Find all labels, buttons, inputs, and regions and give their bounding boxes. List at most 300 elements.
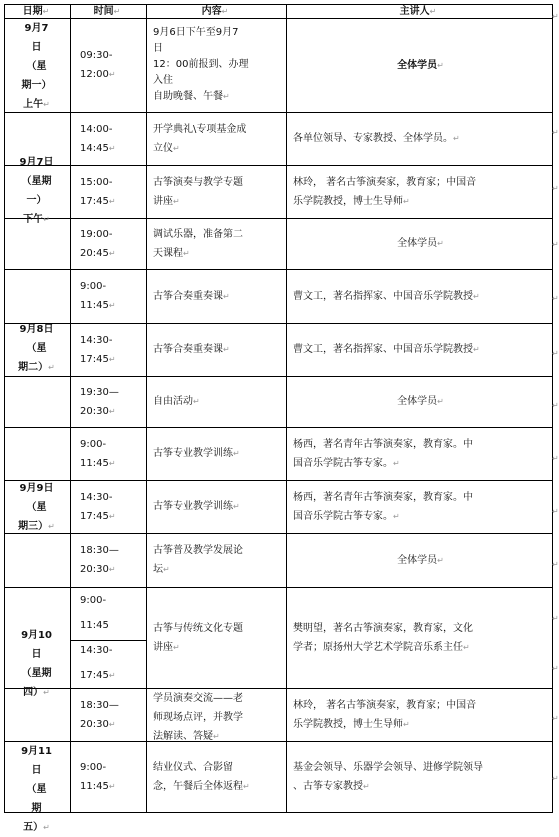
time-cell [80,331,142,369]
content-cell-line [153,192,282,211]
row-end-mark: ↵ [552,12,559,21]
day-label [7,153,66,229]
paragraph-mark: ↵ [221,7,229,16]
time-cell-line [80,541,142,560]
paragraph-mark: ↵ [223,92,230,101]
speaker-cell-line [293,56,548,75]
header-date [6,5,66,18]
day-label-text: 上午 [23,99,44,110]
paragraph-mark: ↵ [43,214,50,224]
time-cell [80,758,142,796]
time-cell [80,383,142,421]
content-cell-text: 师现场点评，并教学 [153,712,243,723]
table-rule [4,18,553,19]
speaker-cell-text: 全体学员 [397,554,438,566]
time-cell-line [80,173,142,192]
paragraph-mark: ↵ [173,143,180,153]
content-cell-line [153,340,282,359]
paragraph-mark: ↵ [108,565,116,574]
time-cell-line [80,454,142,473]
day-label-line [7,19,66,38]
speaker-cell-line [293,454,548,473]
speaker-cell-text: 全体学员 [397,59,438,71]
paragraph-mark: ↵ [48,362,55,372]
speaker-cell-text: 学者；原扬州大学艺术学院音乐系主任 [293,641,463,653]
day-label-line [7,191,66,210]
row-end-mark: ↵ [552,774,559,783]
time-cell-line [80,758,142,777]
paragraph-mark: ↵ [43,823,50,832]
time-cell-line [80,277,142,296]
content-cell-line [153,560,282,579]
day-label-line [7,818,66,837]
table-rule [4,112,553,113]
row-end-mark: ↵ [552,184,559,193]
time-cell [80,588,142,688]
day-label-line [7,76,66,95]
content-cell-text: 念，午餐后全体返程 [153,780,243,792]
speaker-cell [293,392,548,411]
day-label-text: （星 [26,342,47,354]
row-end-mark: ↵ [552,507,559,516]
day-label-line [7,57,66,76]
row-end-mark: ↵ [552,560,559,569]
day-label-text: 9月10 [21,630,52,641]
time-cell [80,435,142,473]
day-label-text: 9月8日 [19,323,54,335]
time-cell-text: 18:30— [80,699,119,711]
header-content-text: 内容 [201,6,222,17]
speaker-cell [293,129,548,148]
paragraph-mark: ↵ [437,555,444,565]
speaker-cell [293,287,548,306]
day-label-text: 五） [23,822,44,833]
time-cell-text: 9:00- [80,595,107,606]
paragraph-mark: ↵ [183,248,190,258]
day-label-text: （星期 [21,175,52,187]
row-end-mark: ↵ [552,614,559,623]
paragraph-mark: ↵ [108,143,116,153]
row-end-mark: ↵ [552,349,559,358]
speaker-cell-line [293,507,548,526]
day-label-line [7,761,66,780]
speaker-cell [293,758,548,796]
content-cell-text: 古筝专业教学训练 [153,448,233,459]
content-cell-text: 古筝与传统文化专题 [153,622,243,634]
time-cell-text: 17:45 [80,353,109,365]
content-cell-line [153,57,282,73]
day-label-line [7,683,66,702]
table-column-rule [286,4,287,813]
content-cell-text: 古筝合奏重奏课 [153,344,223,355]
content-cell-line [153,689,282,708]
time-cell-line [80,383,142,402]
header-time-line [72,5,142,18]
time-cell-text: 15:00- [80,176,113,188]
table-rule [4,427,553,428]
paragraph-mark: ↵ [437,397,444,406]
table-column-rule [4,4,5,813]
content-cell-line [153,727,282,746]
time-cell-line [80,638,142,663]
paragraph-mark: ↵ [43,688,50,697]
speaker-cell [293,435,548,473]
day-label-line [7,626,66,645]
time-cell-line [80,507,142,526]
header-speaker-text: 主讲人 [399,6,430,17]
time-cell-text: 20:30 [80,718,109,730]
speaker-cell-line [293,392,548,411]
content-cell-text: 古筝专业教学训练 [153,501,233,512]
content-cell [153,497,282,516]
paragraph-mark: ↵ [403,196,410,206]
day-label-text: 日 [31,765,42,776]
speaker-cell-line [293,551,548,570]
paragraph-mark: ↵ [233,449,240,458]
content-cell [153,340,282,359]
paragraph-mark: ↵ [403,719,410,729]
time-cell-text: 14:00- [80,123,113,135]
header-time [72,5,142,18]
day-label-line [7,799,66,818]
paragraph-mark: ↵ [437,239,444,248]
row-end-mark: ↵ [552,240,559,249]
content-cell-line [153,89,282,105]
content-cell-line [153,541,282,560]
paragraph-mark: ↵ [108,458,116,468]
speaker-cell-text: 全体学员 [397,396,438,407]
day-label-text: （星 [26,784,47,795]
speaker-cell [293,56,548,75]
day-label-text: （星 [26,61,47,72]
time-cell-line [80,613,142,638]
paragraph-mark: ↵ [393,458,400,468]
speaker-cell-text: 杨西，著名青年古筝演奏家，教育家。中 [293,491,473,503]
content-cell-text: 开学典礼\专项基金成 [153,123,247,135]
speaker-cell-text: 国音乐学院古筝专家。 [293,510,393,522]
day-label-text: 9月9日 [19,482,54,494]
paragraph-mark: ↵ [42,7,50,16]
content-cell-line [153,173,282,192]
day-label [7,742,66,837]
speaker-cell-line [293,619,548,638]
time-cell [80,46,142,84]
time-cell-line [80,350,142,369]
paragraph-mark: ↵ [108,671,116,680]
day-label [7,479,66,536]
paragraph-mark: ↵ [108,511,116,521]
speaker-cell-line [293,129,548,148]
content-cell-line [153,392,282,411]
speaker-cell-line [293,638,548,657]
speaker-cell [293,696,548,734]
day-label-line [7,320,66,339]
day-label-text: 一） [26,194,47,206]
content-cell-text: 自助晚餐、午餐 [153,91,223,102]
speaker-cell-text: 各单位领导、专家教授、全体学员。 [293,133,453,144]
content-cell-line [153,244,282,263]
day-label-line [7,498,66,517]
time-cell-text: 11:45 [80,300,109,311]
paragraph-mark: ↵ [108,719,116,729]
row-end-mark: ↵ [552,664,559,673]
paragraph-mark: ↵ [437,60,444,70]
day-label-text: 日 [31,649,42,660]
time-cell-text: 9:00- [80,438,107,450]
time-cell-text: 19:00- [80,228,113,240]
paragraph-mark: ↵ [108,70,116,79]
day-label-text: 9月7 [24,23,49,34]
content-cell-text: 9月6日下午至9月7 [153,27,239,38]
paragraph-mark: ↵ [363,781,370,791]
speaker-cell-line [293,340,548,359]
day-label-line [7,645,66,664]
paragraph-mark: ↵ [223,345,230,354]
paragraph-mark: ↵ [48,521,55,531]
paragraph-mark: ↵ [173,642,180,652]
speaker-cell-text: 曹文工，著名指挥家、中国音乐学院教授 [293,344,473,355]
header-date-text: 日期 [22,6,43,17]
paragraph-mark: ↵ [173,196,180,206]
speaker-cell [293,234,548,253]
speaker-cell [293,551,548,570]
day-label-text: 期一） [21,80,52,91]
content-cell-text: 结业仪式、合影留 [153,761,233,773]
content-cell-text: 入住 [153,75,173,86]
table-rule [4,812,553,813]
content-cell-text: 古筝普及教学发展论 [153,545,243,556]
content-cell-line [153,287,282,306]
table-rule [4,533,553,534]
speaker-cell-line [293,287,548,306]
content-cell [153,173,282,211]
content-cell-text: 调试乐器，准备第二 [153,228,243,240]
table-rule [4,269,553,270]
time-cell-line [80,777,142,796]
content-cell-text: 坛 [153,564,163,575]
content-cell-text: 天课程 [153,247,183,259]
speaker-cell-line [293,777,548,796]
time-cell-text: 14:30- [80,334,113,346]
day-label-text: 日 [31,42,42,53]
content-cell-line [153,25,282,41]
day-label-line [7,358,66,377]
content-cell-line [153,638,282,657]
time-cell-line [80,560,142,579]
speaker-cell [293,619,548,657]
time-cell-line [80,192,142,211]
speaker-cell-text: 乐学院教授，博士生导师 [293,195,403,207]
content-cell-line [153,120,282,139]
day-label-line [7,172,66,191]
time-cell-text: 19:30— [80,386,119,398]
content-cell [153,689,282,746]
day-label [7,320,66,377]
time-cell-text: 12:00 [80,69,109,80]
speaker-cell-line [293,696,548,715]
day-label-line [7,517,66,536]
content-cell-text: 讲座 [153,641,173,653]
speaker-cell-line [293,715,548,734]
row-end-mark: ↵ [552,294,559,303]
time-cell-text: 14:30- [80,645,113,656]
content-cell-text: 立仪 [153,142,173,154]
paragraph-mark: ↵ [108,781,116,791]
speaker-cell [293,340,548,359]
time-cell-text: 14:45 [80,142,109,154]
speaker-cell-text: 樊明望，著名古筝演奏家，教育家，文化 [293,622,473,634]
speaker-cell-line [293,758,548,777]
speaker-cell-text: 国音乐学院古筝专家。 [293,457,393,469]
table-rule [4,323,553,324]
content-cell [153,287,282,306]
speaker-cell-line [293,435,548,454]
day-label-text: 9月11 [21,746,52,757]
paragraph-mark: ↵ [193,397,200,406]
time-cell [80,120,142,158]
paragraph-mark: ↵ [108,301,116,310]
day-label-text: （星 [26,501,47,513]
time-cell [80,541,142,579]
paragraph-mark: ↵ [108,406,116,416]
day-label-text: 期三） [18,520,49,532]
content-cell [153,444,282,463]
speaker-cell-line [293,488,548,507]
time-cell [80,173,142,211]
paragraph-mark: ↵ [243,781,250,791]
speaker-cell-text: 全体学员 [397,238,438,249]
time-cell-text: 11:45 [80,457,109,469]
time-cell-line [80,588,142,613]
content-cell-text: 讲座 [153,195,173,207]
paragraph-mark: ↵ [223,291,230,301]
paragraph-mark: ↵ [213,732,220,741]
day-label-text: （星期 [21,668,52,679]
time-cell [80,488,142,526]
time-cell-line [80,139,142,158]
table-rule [4,480,553,481]
time-cell [80,225,142,263]
content-cell-line [153,41,282,57]
day-label-line [7,95,66,114]
table-rule [4,376,553,377]
content-cell [153,25,282,105]
time-cell [80,696,142,734]
time-cell-text: 17:45 [80,510,109,522]
table-rule [4,218,553,219]
paragraph-mark: ↵ [473,345,480,354]
content-cell-line [153,777,282,796]
time-cell-line [80,65,142,84]
content-cell [153,225,282,263]
paragraph-mark: ↵ [113,7,121,16]
paragraph-mark: ↵ [463,642,470,652]
content-cell-text: 古筝演奏与教学专题 [153,176,243,188]
speaker-cell-text: 、古筝专家教授 [293,780,363,792]
header-date-line [6,5,66,18]
speaker-cell [293,488,548,526]
speaker-cell-text: 林玲， 著名古筝演奏家，教育家；中国音 [293,699,477,711]
content-cell-line [153,708,282,727]
day-label-text: 下午 [23,213,44,225]
paragraph-mark: ↵ [108,248,116,258]
header-time-text: 时间 [93,6,114,17]
speaker-cell-text: 曹文工，著名指挥家、中国音乐学院教授 [293,290,473,302]
day-label-line [7,153,66,172]
content-cell-text: 12：00前报到、办理 [153,59,249,70]
speaker-cell-text: 基金会领导、乐器学会领导、进修学院领导 [293,761,483,773]
header-content-line [148,5,282,18]
paragraph-mark: ↵ [393,511,400,521]
speaker-cell-text: 杨西，著名青年古筝演奏家，教育家。中 [293,438,473,450]
content-cell-text: 学员演奏交流——老 [153,693,243,704]
content-cell [153,120,282,158]
time-cell-text: 20:30 [80,564,109,575]
content-cell-line [153,73,282,89]
time-cell-text: 20:45 [80,247,109,259]
day-label-text: 期二） [18,361,49,373]
time-cell-line [80,435,142,454]
day-label-line [7,479,66,498]
paragraph-mark: ↵ [163,565,170,574]
paragraph-mark: ↵ [453,134,460,143]
speaker-cell-line [293,173,548,192]
time-cell [80,277,142,315]
time-cell-line [80,331,142,350]
time-cell-line [80,715,142,734]
time-cell-text: 20:30 [80,405,109,417]
time-cell-text: 11:45 [80,620,109,631]
time-cell-line [80,402,142,421]
day-label-line [7,664,66,683]
speaker-cell-line [293,234,548,253]
row-end-mark: ↵ [552,401,559,410]
time-cell-line [80,120,142,139]
table-column-rule [146,4,147,813]
paragraph-mark: ↵ [108,354,116,364]
speaker-cell-line [293,192,548,211]
day-label [7,19,66,114]
table-rule [4,165,553,166]
time-cell-line [80,225,142,244]
day-label-line [7,742,66,761]
content-cell [153,541,282,579]
paragraph-mark: ↵ [233,502,240,511]
time-cell-text: 9:00- [80,761,107,773]
content-cell-line [153,619,282,638]
content-cell-text: 自由活动 [153,396,193,407]
time-cell-line [80,488,142,507]
content-cell-line [153,225,282,244]
content-cell-text: 古筝合奏重奏课 [153,290,223,302]
time-cell-line [80,663,142,688]
time-cell-line [80,696,142,715]
header-speaker [288,5,548,18]
content-cell-line [153,444,282,463]
content-cell-line [153,497,282,516]
row-end-mark: ↵ [552,714,559,723]
day-label-line [7,210,66,229]
content-cell-line [153,139,282,158]
content-cell [153,758,282,796]
time-cell-text: 9:00- [80,281,107,292]
day-label-text: 期 [31,803,42,814]
content-cell-text: 法解读、答疑 [153,731,213,742]
time-cell-line [80,46,142,65]
day-label-text: 四） [23,687,44,698]
paragraph-mark: ↵ [473,291,480,301]
day-label-line [7,780,66,799]
